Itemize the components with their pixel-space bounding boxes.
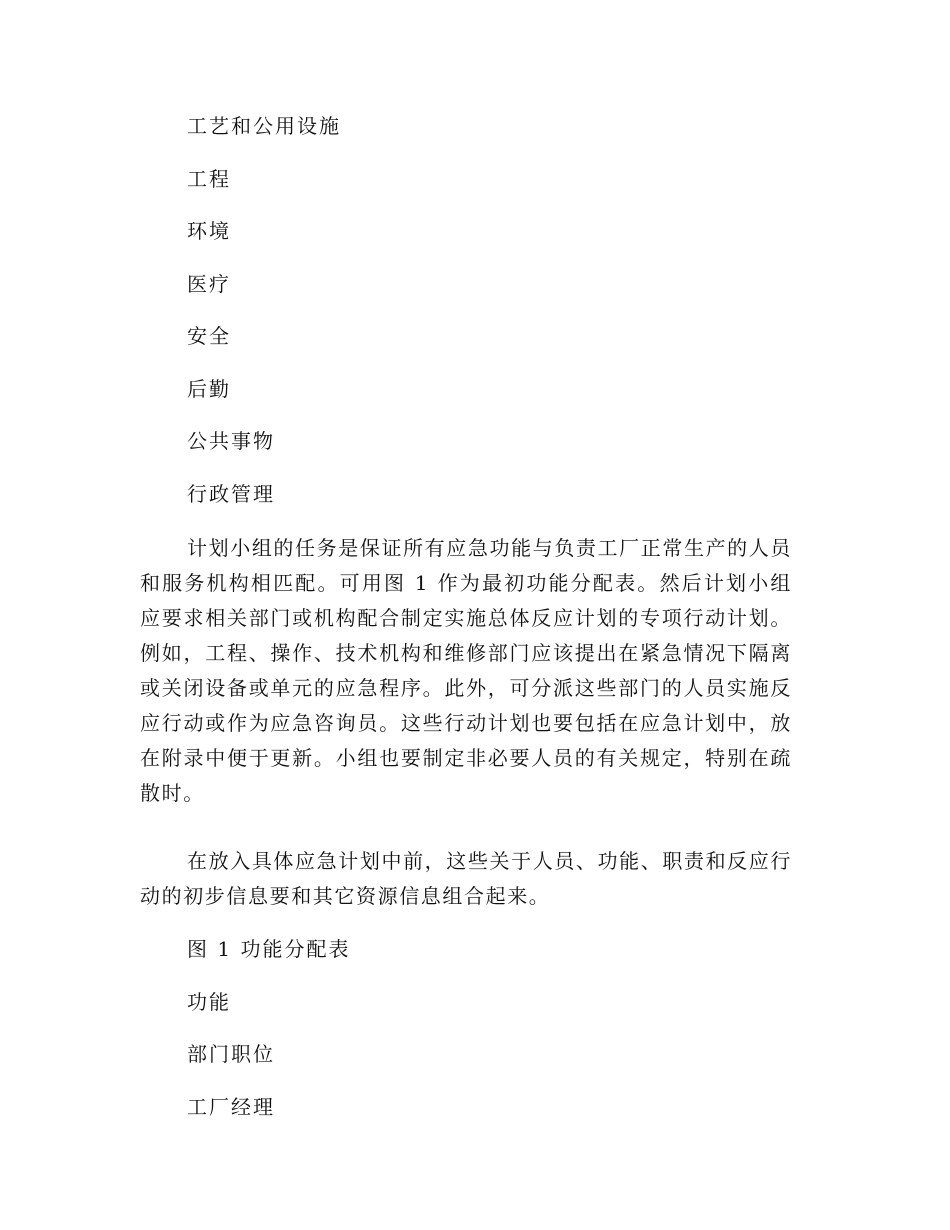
list-item: 安全 bbox=[187, 324, 231, 348]
list-item: 行政管理 bbox=[187, 482, 275, 506]
list-item: 公共事物 bbox=[187, 429, 275, 453]
list-item: 环境 bbox=[187, 219, 231, 243]
list-item: 工程 bbox=[187, 167, 231, 191]
figure-caption: 图 1 功能分配表 bbox=[187, 937, 351, 961]
body-paragraph: 计划小组的任务是保证所有应急功能与负责工厂正常生产的人员和服务机构相匹配。可用图 1 作为最初功能分配表。然后计划小组应要求相关部门或机构配合制定实施总体反应计划的专项行动计划。例如，工程、操作、技术机构和维修部门应该提出在紧急情况下隔离或关闭设备或单元的应急程序。此外，可分派这些部门的人员实施反应行动或作为应急咨询员。这些行动计划也要包括在应急计划中，放在附录中便于更新。小组也要制定非必要人员的有关规定，特别在疏散时。 bbox=[140, 536, 792, 805]
list-item: 工艺和公用设施 bbox=[187, 114, 341, 138]
list-item: 后勤 bbox=[187, 377, 231, 401]
table-item: 部门职位 bbox=[187, 1042, 275, 1066]
list-item: 医疗 bbox=[187, 272, 231, 296]
body-paragraph: 在放入具体应急计划中前，这些关于人员、功能、职责和反应行动的初步信息要和其它资源信息组合起来。 bbox=[140, 849, 792, 908]
table-item: 功能 bbox=[187, 990, 231, 1014]
table-item: 工厂经理 bbox=[187, 1095, 275, 1119]
